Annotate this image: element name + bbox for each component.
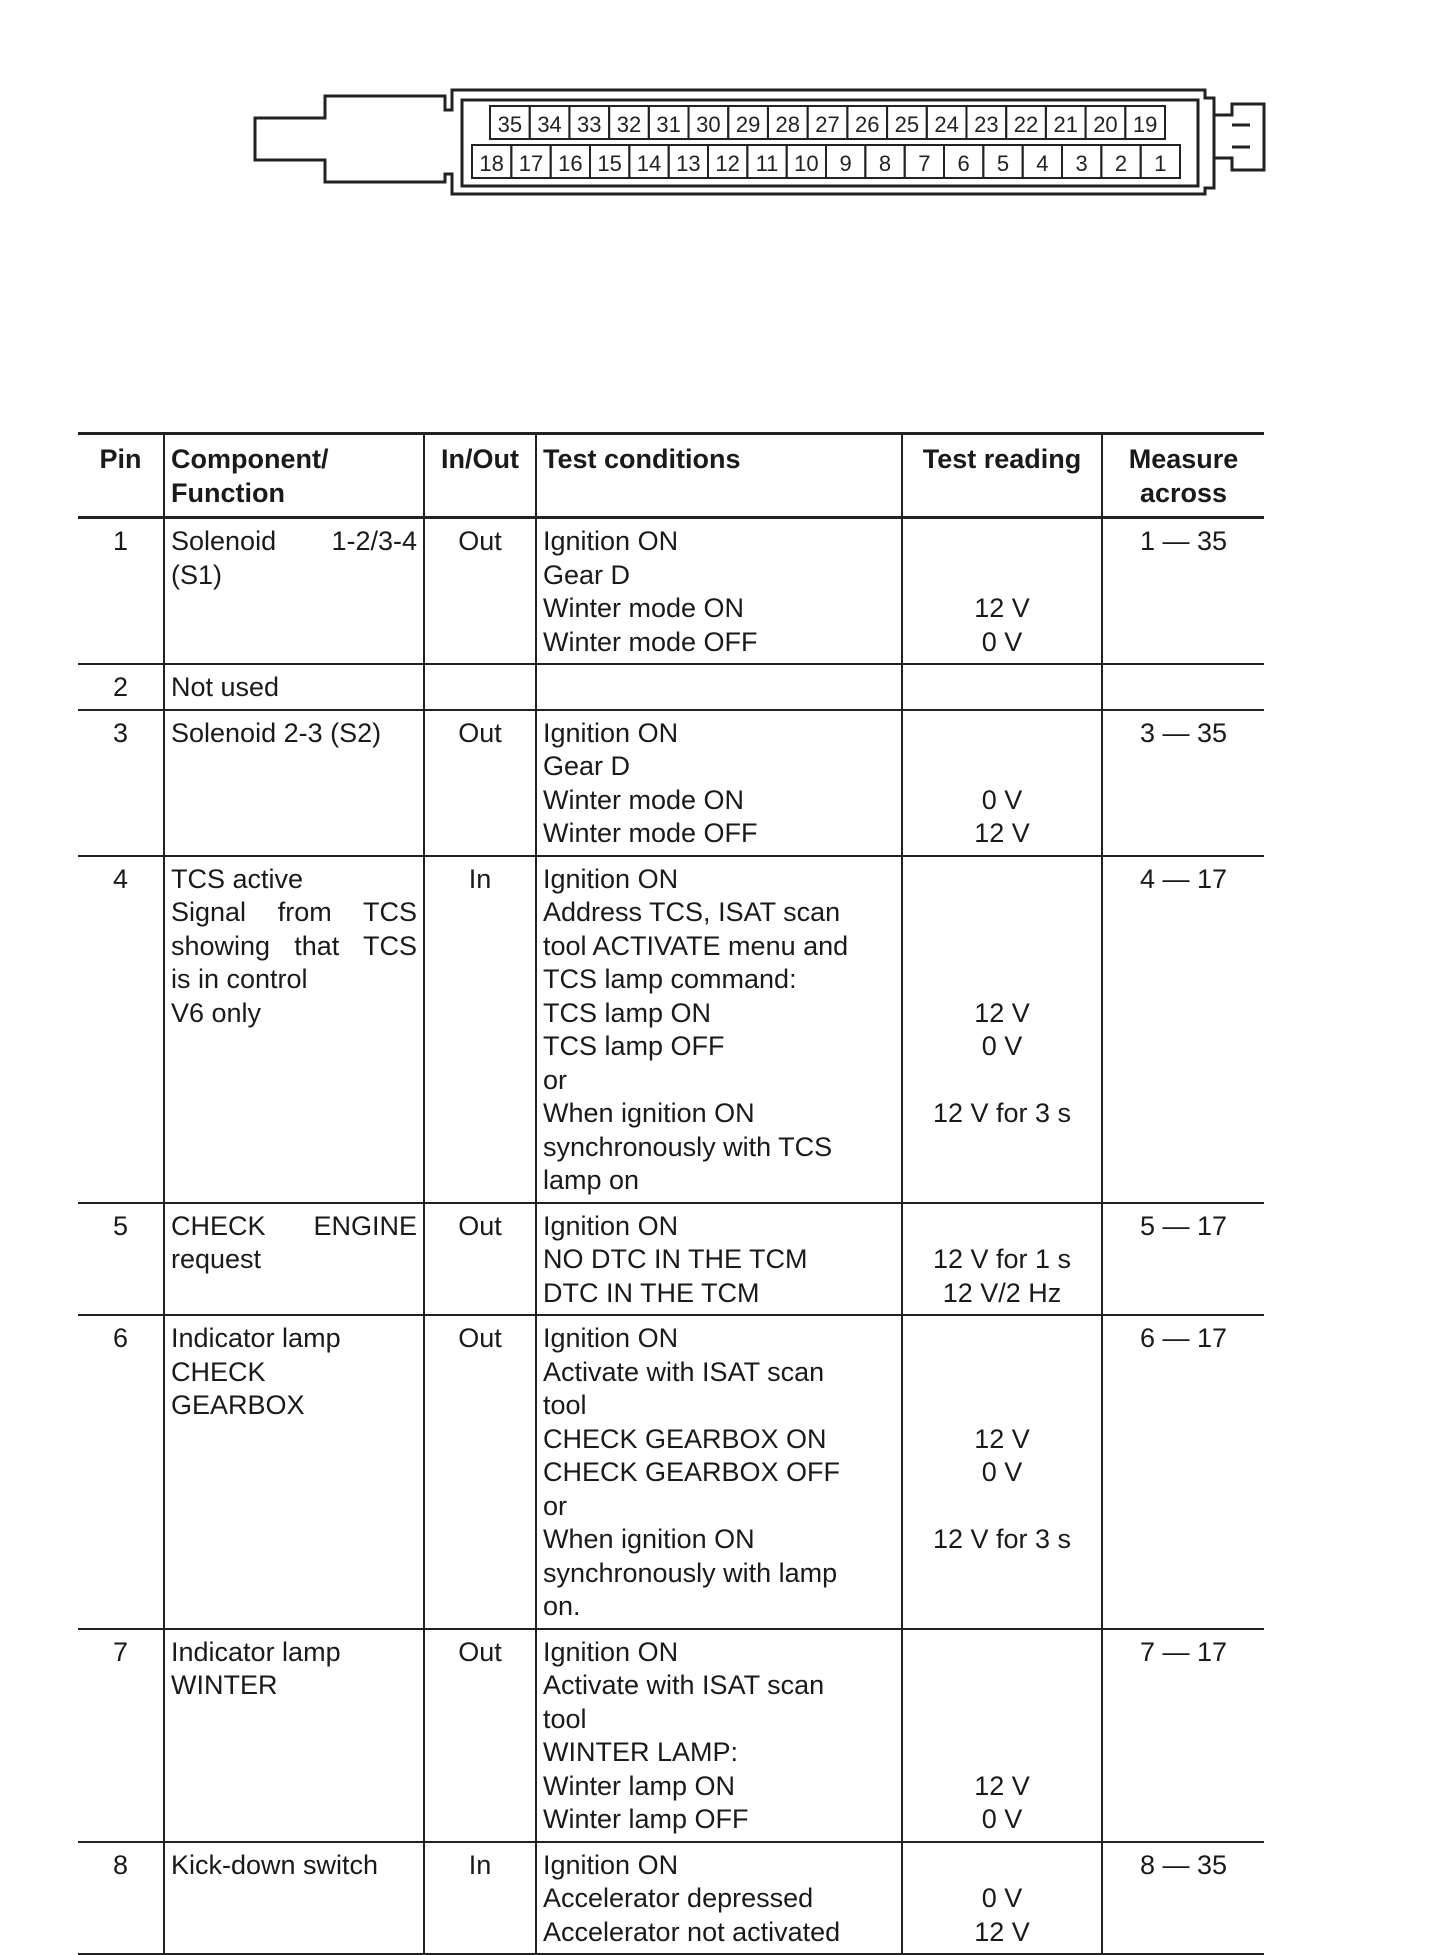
pin-number: 2 — [112, 672, 129, 702]
connector-pin-label: 15 — [597, 151, 622, 176]
reading-line: 12 V — [974, 1770, 1030, 1801]
component-line: CHECK — [171, 1356, 266, 1387]
condition-line: Ignition ON — [543, 1210, 679, 1241]
condition-line: Accelerator not activated — [543, 1916, 841, 1947]
reading-line — [909, 1590, 1095, 1624]
table-row — [78, 710, 1264, 856]
component-cell — [164, 518, 424, 665]
pin-number: 8 — [112, 1849, 129, 1880]
reading-line — [909, 525, 1095, 559]
reading-line: 0 V — [981, 784, 1023, 815]
component-line: (S1) — [171, 559, 223, 590]
measure-cell — [1102, 664, 1264, 710]
condition-line: Ignition ON — [543, 1849, 679, 1880]
connector-pin-label: 33 — [577, 112, 602, 137]
connector-pin-label: 26 — [854, 112, 880, 137]
pin-cell — [78, 1203, 164, 1316]
measure-cell — [1102, 710, 1264, 856]
condition-line: tool — [543, 1703, 587, 1734]
in-out-cell — [424, 856, 536, 1203]
reading-line: 0 V — [981, 1804, 1023, 1834]
condition-line: Ignition ON — [543, 863, 679, 894]
in-out-value: In — [468, 863, 492, 894]
component-line: Solenoid 1-2/3-4 — [171, 526, 417, 556]
reading-line — [909, 1669, 1095, 1703]
reading-cell — [902, 1315, 1102, 1629]
conditions-cell — [536, 1629, 902, 1842]
connector-pin-label: 20 — [1093, 112, 1118, 137]
reading-line: 12 V — [974, 593, 1030, 623]
in-out-cell — [424, 1203, 536, 1316]
measure-cell — [1102, 856, 1264, 1203]
component-line: GEARBOX — [171, 1390, 305, 1420]
connector-pin-label: 30 — [696, 112, 721, 137]
connector-pin-label: 17 — [518, 151, 544, 176]
reading-line: 12 V — [974, 997, 1030, 1028]
condition-line: DTC IN THE TCM — [543, 1277, 760, 1308]
conditions-cell — [536, 710, 902, 856]
component-line: Solenoid 2-3 (S2) — [171, 717, 382, 748]
condition-line: WINTER LAMP: — [543, 1737, 739, 1767]
pin-cell — [78, 1842, 164, 1955]
reading-line — [909, 1703, 1095, 1737]
connector-pin-label: 12 — [715, 151, 740, 176]
connector-pin-label: 27 — [815, 112, 840, 137]
component-cell — [164, 710, 424, 856]
connector-pin-label: 14 — [636, 151, 662, 176]
condition-line: on. — [543, 1591, 581, 1621]
component-line: is in control — [171, 964, 308, 994]
connector-pin-label: 35 — [497, 112, 523, 137]
condition-line: Winter lamp ON — [543, 1770, 736, 1801]
condition-line: Gear D — [543, 751, 631, 781]
reading-line — [909, 750, 1095, 784]
in-out-cell — [424, 518, 536, 665]
reading-line — [909, 1064, 1095, 1098]
reading-line: 0 V — [981, 1031, 1023, 1061]
connector-pin-label: 25 — [894, 112, 920, 137]
connector-pin-label: 18 — [479, 151, 504, 176]
condition-line: Winter lamp OFF — [543, 1804, 749, 1834]
reading-line: 12 V — [974, 1423, 1030, 1454]
conditions-cell — [536, 664, 902, 710]
measure-cell — [1102, 1842, 1264, 1955]
condition-line: Winter mode ON — [543, 784, 745, 815]
measure-value: 7 — 17 — [1139, 1636, 1228, 1667]
reading-line — [909, 1557, 1095, 1591]
reading-line — [909, 930, 1095, 964]
header-component-line: Component/ — [171, 444, 329, 474]
pin-cell — [78, 1629, 164, 1842]
component-line: Not used — [171, 672, 280, 702]
table-row — [78, 1315, 1264, 1629]
in-out-value: Out — [458, 1323, 502, 1353]
reading-line — [909, 1490, 1095, 1524]
pin-number: 3 — [112, 717, 129, 748]
connector-pin-label: 10 — [794, 151, 819, 176]
measure-value: 6 — 17 — [1139, 1323, 1228, 1353]
in-out-value: Out — [458, 526, 502, 556]
reading-line — [909, 863, 1095, 897]
conditions-cell — [536, 1842, 902, 1955]
header-component — [164, 434, 424, 518]
reading-line — [909, 1322, 1095, 1356]
table-row — [78, 1203, 1264, 1316]
in-out-value: Out — [458, 717, 502, 748]
condition-line: or — [543, 1490, 568, 1521]
connector-pin-label: 8 — [878, 151, 892, 176]
header-test-reading: Test reading — [902, 434, 1102, 518]
in-out-value: Out — [458, 1636, 502, 1667]
reading-line — [909, 1636, 1095, 1670]
pin-cell — [78, 664, 164, 710]
condition-line: CHECK GEARBOX OFF — [543, 1457, 841, 1487]
connector-pin-label: 11 — [755, 151, 779, 176]
reading-line — [909, 1736, 1095, 1770]
reading-line — [909, 1131, 1095, 1165]
reading-line — [909, 896, 1095, 930]
conditions-cell — [536, 1203, 902, 1316]
condition-line: Winter mode OFF — [543, 626, 758, 657]
condition-line: Ignition ON — [543, 717, 679, 748]
condition-line: TCS lamp ON — [543, 997, 712, 1028]
in-out-cell — [424, 710, 536, 856]
pin-number: 4 — [112, 863, 129, 894]
table-header-row — [78, 434, 1264, 518]
reading-cell — [902, 856, 1102, 1203]
connector-pin-label: 22 — [1013, 112, 1039, 137]
measure-cell — [1102, 518, 1264, 665]
connector-pin-label: 3 — [1075, 151, 1088, 176]
header-test-conditions: Test conditions — [536, 434, 902, 518]
component-cell — [164, 1629, 424, 1842]
connector-pin-label: 5 — [996, 151, 1010, 176]
conditions-cell — [536, 1315, 902, 1629]
component-line: Signal from TCS — [171, 897, 417, 927]
condition-line: Winter mode ON — [543, 593, 745, 623]
connector-pin-label: 1 — [1154, 151, 1167, 176]
connector-pin-label: 13 — [676, 151, 701, 176]
reading-cell — [902, 1842, 1102, 1955]
connector-pin-label: 6 — [957, 151, 970, 176]
reading-cell — [902, 710, 1102, 856]
reading-line — [909, 963, 1095, 997]
reading-line: 12 V — [974, 818, 1030, 848]
reading-line: 12 V/2 Hz — [942, 1277, 1062, 1308]
reading-line: 12 V for 3 s — [932, 1524, 1072, 1554]
in-out-cell — [424, 1842, 536, 1955]
condition-line: lamp on — [543, 1165, 640, 1195]
pin-cell — [78, 710, 164, 856]
condition-line: When ignition ON — [543, 1098, 755, 1128]
header-pin: Pin — [99, 444, 142, 474]
connector-pin-label: 7 — [918, 151, 931, 176]
table-row — [78, 856, 1264, 1203]
component-cell — [164, 1842, 424, 1955]
pin-cell — [78, 518, 164, 665]
reading-line: 0 V — [981, 1457, 1023, 1487]
condition-line: synchronously with TCS — [543, 1131, 833, 1162]
reading-line — [909, 1164, 1095, 1198]
table-row — [78, 664, 1264, 710]
condition-line: tool ACTIVATE menu and — [543, 930, 849, 961]
condition-line: Ignition ON — [543, 1636, 679, 1667]
reading-line — [909, 559, 1095, 593]
table-body — [78, 518, 1264, 1955]
measure-cell — [1102, 1629, 1264, 1842]
reading-line: 0 V — [981, 1883, 1023, 1913]
condition-line: TCS lamp command: — [543, 964, 797, 994]
conditions-cell — [536, 518, 902, 665]
connector-pin-label: 34 — [537, 112, 562, 137]
header-in-out: In/Out — [424, 434, 536, 518]
component-line: Kick-down switch — [171, 1849, 379, 1880]
component-line: WINTER — [171, 1670, 278, 1700]
reading-line: 12 V for 3 s — [932, 1098, 1072, 1128]
condition-line: Ignition ON — [543, 1323, 679, 1353]
connector-pin-label: 29 — [735, 112, 761, 137]
connector-pin-label: 21 — [1053, 112, 1078, 137]
reading-cell — [902, 664, 1102, 710]
component-line: TCS active — [171, 863, 304, 894]
measure-cell — [1102, 1203, 1264, 1316]
measure-value: 8 — 35 — [1139, 1849, 1228, 1880]
in-out-cell — [424, 1629, 536, 1842]
reading-line — [909, 1849, 1095, 1883]
condition-line: or — [543, 1064, 568, 1095]
connector-pin-label: 24 — [934, 112, 959, 137]
condition-line: Accelerator depressed — [543, 1883, 814, 1913]
measure-value: 3 — 35 — [1139, 717, 1228, 748]
reading-line: 12 V for 1 s — [932, 1244, 1072, 1274]
connector-pin-label: 4 — [1036, 151, 1049, 176]
reading-line — [909, 717, 1095, 751]
table-row — [78, 1842, 1264, 1955]
component-cell — [164, 856, 424, 1203]
pin-number: 5 — [112, 1210, 129, 1241]
pin-number: 6 — [112, 1323, 129, 1353]
pin-cell — [78, 1315, 164, 1629]
component-line: CHECK ENGINE — [171, 1210, 417, 1241]
component-line: Indicator lamp — [171, 1636, 341, 1667]
header-measure-across — [1102, 434, 1264, 518]
pin-test-table — [78, 432, 1264, 1955]
reading-line: 0 V — [981, 626, 1023, 657]
component-cell — [164, 1203, 424, 1316]
in-out-cell — [424, 664, 536, 710]
header-measure-line: across — [1139, 477, 1228, 508]
condition-line: Activate with ISAT scan — [543, 1670, 825, 1700]
connector-pin-label: 19 — [1132, 112, 1158, 137]
in-out-value: In — [468, 1849, 492, 1880]
condition-line: Gear D — [543, 559, 631, 590]
condition-line: tool — [543, 1390, 587, 1420]
measure-cell — [1102, 1315, 1264, 1629]
connector-pin-label: 23 — [974, 112, 999, 137]
header-measure-line: Measure — [1128, 444, 1239, 474]
pin-number: 7 — [112, 1636, 129, 1667]
condition-line: CHECK GEARBOX ON — [543, 1423, 827, 1454]
condition-line: Winter mode OFF — [543, 818, 758, 848]
connector-pin-label: 31 — [656, 112, 681, 137]
condition-line: Activate with ISAT scan — [543, 1356, 825, 1387]
measure-value: 4 — 17 — [1139, 863, 1228, 894]
condition-line: Ignition ON — [543, 526, 679, 556]
condition-line: NO DTC IN THE TCM — [543, 1244, 808, 1274]
component-line: showing that TCS — [171, 930, 417, 961]
component-cell — [164, 1315, 424, 1629]
connector-pin-label: 9 — [839, 151, 852, 176]
reading-line — [909, 1210, 1095, 1244]
connector-pin-label: 28 — [775, 112, 801, 137]
condition-line: When ignition ON — [543, 1524, 755, 1554]
condition-line: synchronously with lamp — [543, 1557, 838, 1588]
measure-value: 1 — 35 — [1139, 526, 1228, 556]
condition-line: Address TCS, ISAT scan — [543, 897, 841, 927]
in-out-cell — [424, 1315, 536, 1629]
reading-cell — [902, 1629, 1102, 1842]
reading-line — [909, 1389, 1095, 1423]
table-row — [78, 518, 1264, 665]
connector-pin-label: 2 — [1114, 151, 1128, 176]
component-line: V6 only — [171, 997, 262, 1028]
component-cell — [164, 664, 424, 710]
pin-cell — [78, 856, 164, 1203]
pin-number: 1 — [112, 526, 129, 556]
component-line: request — [171, 1244, 262, 1274]
connector-diagram — [0, 0, 1440, 220]
connector-pin-label: 32 — [616, 112, 642, 137]
condition-line: TCS lamp OFF — [543, 1031, 725, 1061]
reading-cell — [902, 1203, 1102, 1316]
in-out-value: Out — [458, 1210, 502, 1241]
reading-cell — [902, 518, 1102, 665]
measure-value: 5 — 17 — [1139, 1210, 1228, 1241]
connector-pin-label: 16 — [558, 151, 583, 176]
component-line: Indicator lamp — [171, 1323, 341, 1353]
reading-line — [909, 1356, 1095, 1390]
conditions-cell — [536, 856, 902, 1203]
header-component-line: Function — [171, 477, 285, 508]
table-row — [78, 1629, 1264, 1842]
reading-line: 12 V — [974, 1916, 1030, 1947]
